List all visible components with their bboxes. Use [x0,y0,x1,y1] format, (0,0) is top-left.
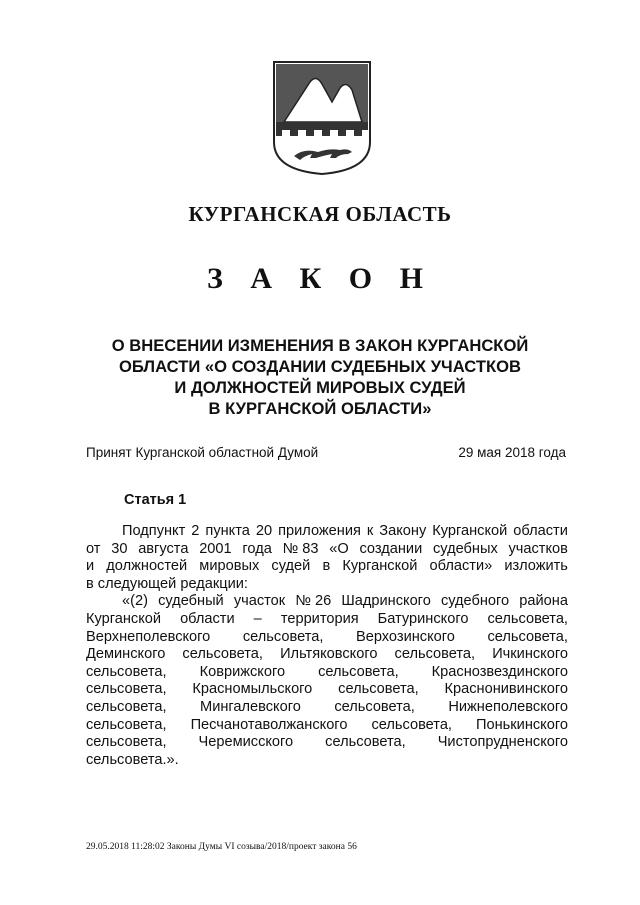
adoption-date: 29 мая 2018 года [458,445,566,460]
word: сельсовета, [487,610,568,627]
word: сельсовета, [86,716,167,733]
word: района [519,593,568,610]
word: Курганской [342,558,418,575]
word: судебный [158,593,224,610]
word: Верхозинского [355,628,455,645]
word: «(2) [122,593,148,610]
title-line: ОБЛАСТИ «О СОЗДАНИИ СУДЕБНЫХ УЧАСТКОВ [119,357,521,376]
article-heading: Статья 1 [124,492,187,508]
word: от [86,540,101,557]
word: создании [359,540,423,557]
word: Батуринского [377,610,469,627]
text-line [86,541,568,559]
text-line [86,664,568,682]
word: Курганской [86,610,162,627]
text-line [86,752,568,770]
word: № 26 [295,593,332,610]
word: Краснонивинского [444,681,568,698]
word: судебных [432,540,498,557]
word: – [253,610,262,627]
word: Чистопрудненского [437,734,568,751]
word: сельсовета, [371,716,452,733]
footer-meta: 29.05.2018 11:28:02 Законы Думы VI созыва/2018/проект закона 56 [86,842,357,852]
word: № 83 [282,540,319,557]
word: Краснозвездинского [431,663,568,680]
word: сельсовета, [334,698,415,715]
word: Верхнеполевского [86,628,211,645]
title-line: И ДОЛЖНОСТЕЙ МИРОВЫХ СУДЕЙ [174,378,466,397]
coat-of-arms-icon [270,58,374,176]
title-line: О ВНЕСЕНИИ ИЗМЕНЕНИЯ В ЗАКОН КУРГАНСКОЙ [111,336,529,355]
word: сельсовета, [394,646,476,663]
title-line: В КУРГАНСКОЙ ОБЛАСТИ» [208,399,432,418]
word: Деминского [86,646,166,663]
word: Подпункт [122,523,186,539]
word: области [180,610,235,627]
word: Шадринского [341,593,431,610]
text-line [86,734,568,752]
word: участков [508,540,568,557]
text-line [86,558,568,576]
word: 30 [111,540,128,557]
word: пункта [205,523,250,539]
word: 2 [191,523,200,539]
adoption-statement: Принят Курганской областной Думой [86,445,319,460]
word: Ильтяковского [280,646,378,663]
word: сельсовета, [487,628,568,645]
word: 20 [255,523,273,539]
word: «О [329,540,349,557]
word: должностей [106,558,188,575]
text-line [86,523,568,541]
word: судебного [440,593,510,610]
word: года [242,540,272,557]
word: Курганской [432,523,508,539]
word: Красномыльского [192,681,313,698]
text-line [86,646,568,664]
word: Нижнеполевского [448,698,568,715]
word: в [322,558,331,575]
word: Мингалевского [200,698,301,715]
text-line [86,629,568,647]
word: и [86,558,95,575]
text-line [86,717,568,735]
word: территория [280,610,359,627]
word: августа [138,540,189,557]
word: Ичкинского [492,646,568,663]
word: мировых [199,558,260,575]
word: Коврижского [199,663,286,680]
word: сельсовета.». [86,751,179,768]
word: Понькинского [476,716,568,733]
text-line [86,576,568,594]
word: сельсовета, [325,734,406,751]
word: Песчанотаволжанского [190,716,348,733]
word: участок [233,593,286,610]
region-name: КУРГАНСКАЯ ОБЛАСТЬ [188,202,452,226]
word: приложения [278,523,361,539]
text-line [86,593,568,611]
word: сельсовета, [242,628,324,645]
word: сельсовета, [86,698,167,715]
word: 2001 [199,540,232,557]
word: к [366,523,374,539]
word: сельсовета, [86,734,167,751]
article-body [86,523,568,769]
word: Черемисского [198,734,294,751]
word: области» [429,558,493,575]
word: сельсовета, [86,663,167,680]
document-type: З А К О Н [207,262,433,295]
law-title [60,335,580,419]
text-line [86,699,568,717]
word: сельсовета, [338,681,419,698]
word: изложить [504,558,568,575]
word: Закону [379,523,427,539]
word: области [513,523,568,539]
text-line [86,611,568,629]
text-line [86,681,568,699]
word: сельсовета, [182,646,263,663]
word: в следующей редакции: [86,575,248,592]
word: сельсовета, [86,681,167,698]
word: судей [271,558,311,575]
word: сельсовета, [318,663,399,680]
